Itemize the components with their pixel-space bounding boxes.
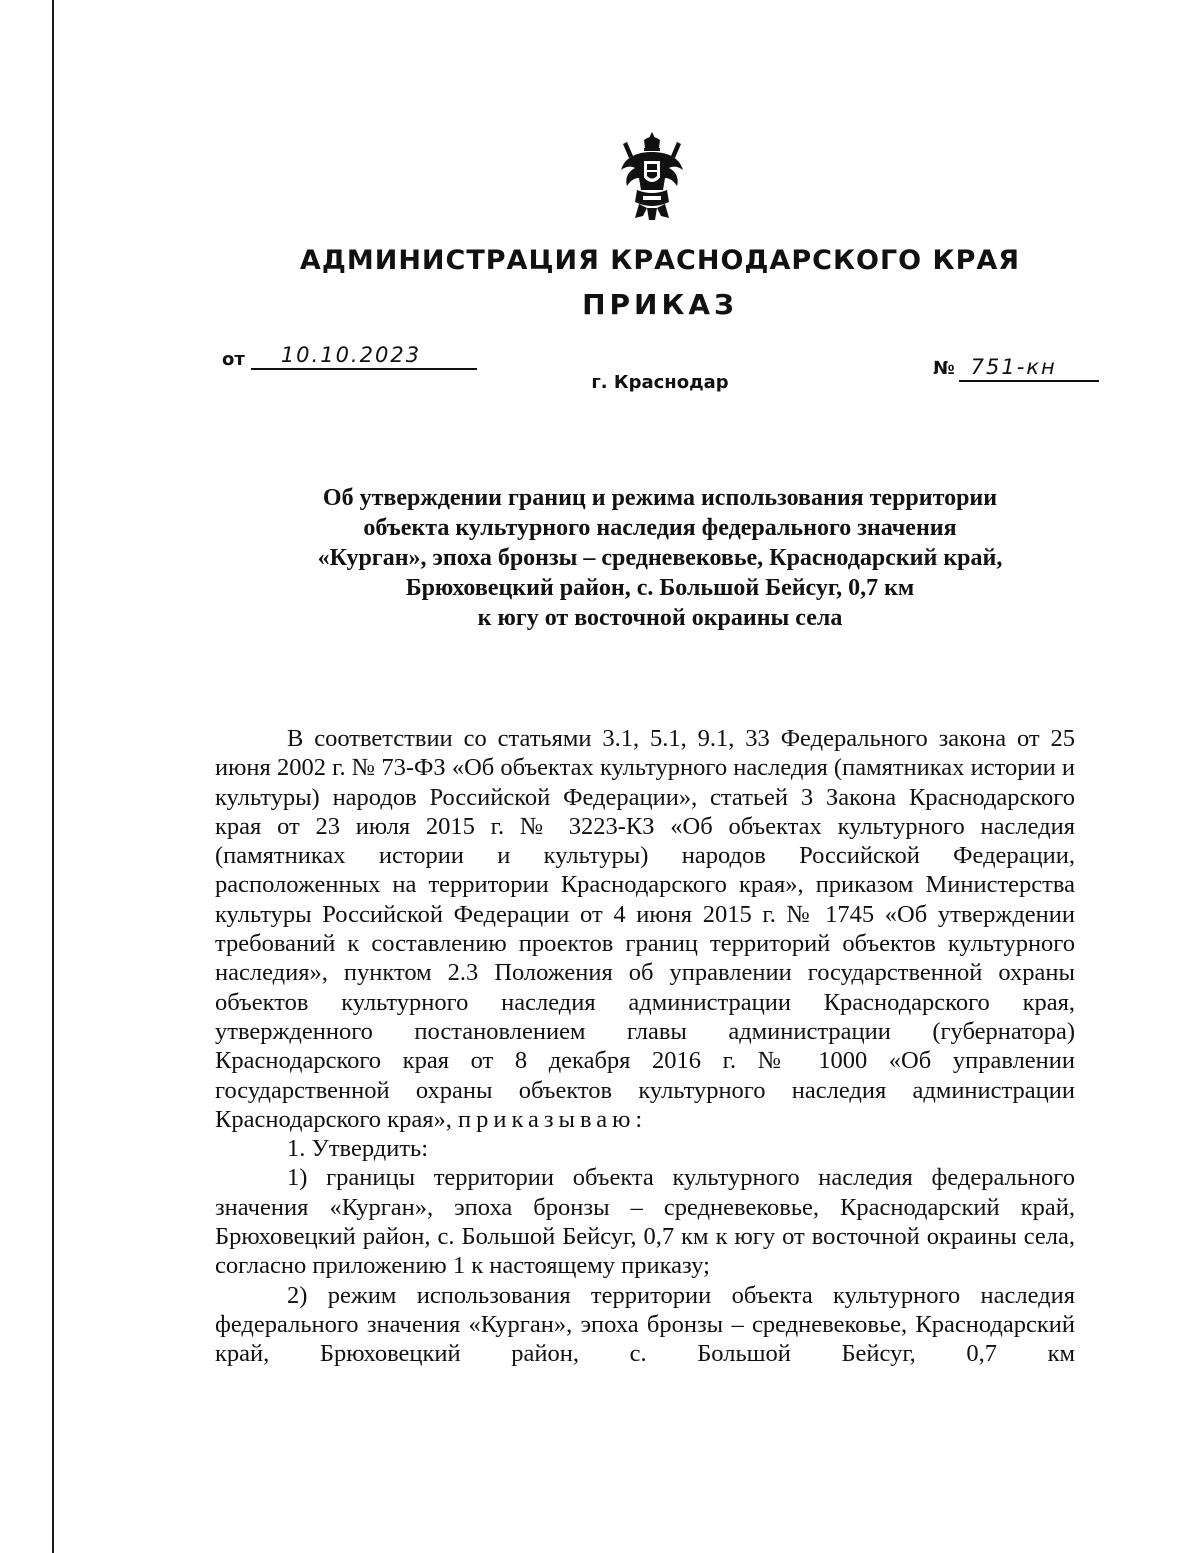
subject-line: Брюховецкий район, с. Большой Бейсуг, 0,7 км (405, 575, 915, 601)
document-body (215, 724, 1075, 1369)
number-value: 751-кн (959, 354, 1099, 382)
organization-title: АДМИНИСТРАЦИЯ КРАСНОДАРСКОГО КРАЯ (299, 245, 1021, 276)
city-name: г. Краснодар (591, 372, 729, 393)
subject-line: объекта культурного наследия федерального значения (363, 515, 957, 541)
item-1-2: 2) режим использования территории объекта культурного наследия федерального значения «Курган», эпоха бронзы – средневековье, Краснодарский край, Брюховецкий район, с. Большой Бейсуг, 0,7 км (215, 1281, 1075, 1368)
coat-of-arms-icon (617, 130, 687, 222)
number-label: № (933, 358, 955, 379)
date-value: 10.10.2023 (251, 342, 477, 370)
subject-line: к югу от восточной окраины села (477, 605, 843, 631)
order-word: приказываю: (457, 1105, 648, 1133)
document-type: ПРИКАЗ (582, 288, 738, 321)
item-1: 1. Утвердить: (287, 1135, 429, 1163)
scan-edge-line (52, 0, 54, 1553)
preamble-paragraph (215, 724, 1075, 1134)
subject-line: «Курган», эпоха бронзы – средневековье, Краснодарский край, (317, 545, 1003, 571)
date-label: от (222, 349, 245, 370)
item-1-1: 1) границы территории объекта культурного наследия федерального значения «Курган», эпоха бронзы – средневековье, Краснодарский край, Брюховецкий район, с. Большой Бейсуг, 0,7 км к югу от восточной окраины села, согласно приложению 1 к настоящему приказу; (215, 1164, 1075, 1280)
subject-line: Об утверждении границ и режима использования территории (322, 485, 998, 511)
preamble-text: В соответствии со статьями 3.1, 5.1, 9.1, 33 Федерального закона от 25 июня 2002 г. № 73-ФЗ «Об объектах культурного наследия (памятниках истории и культуры) народов Российской Федерации», статьей 3 Закона Краснодарского края от 23 июля 2015 г. № 3223-КЗ «Об объектах культурного наследия (памятниках истории и культуры) народов Российской Федерации, расположенных на территории Краснодарского края», приказом Министерства культуры Российской Федерации от 4 июня 2015 г. № 1745 «Об утверждении требований к составлению проектов границ территорий объектов культурного наследия», пунктом 2.3 Положения об управлении государственной охраны объектов культурного наследия администрации Краснодарского края, утвержденного постановлением главы администрации (губернатора) Краснодарского края от 8 декабря 2016 г. № 1000 «Об управлении государственной охраны объектов культурного наследия администрации Краснодарского края», (215, 725, 1075, 1133)
document-subject (240, 483, 1080, 633)
date-row (222, 342, 477, 370)
